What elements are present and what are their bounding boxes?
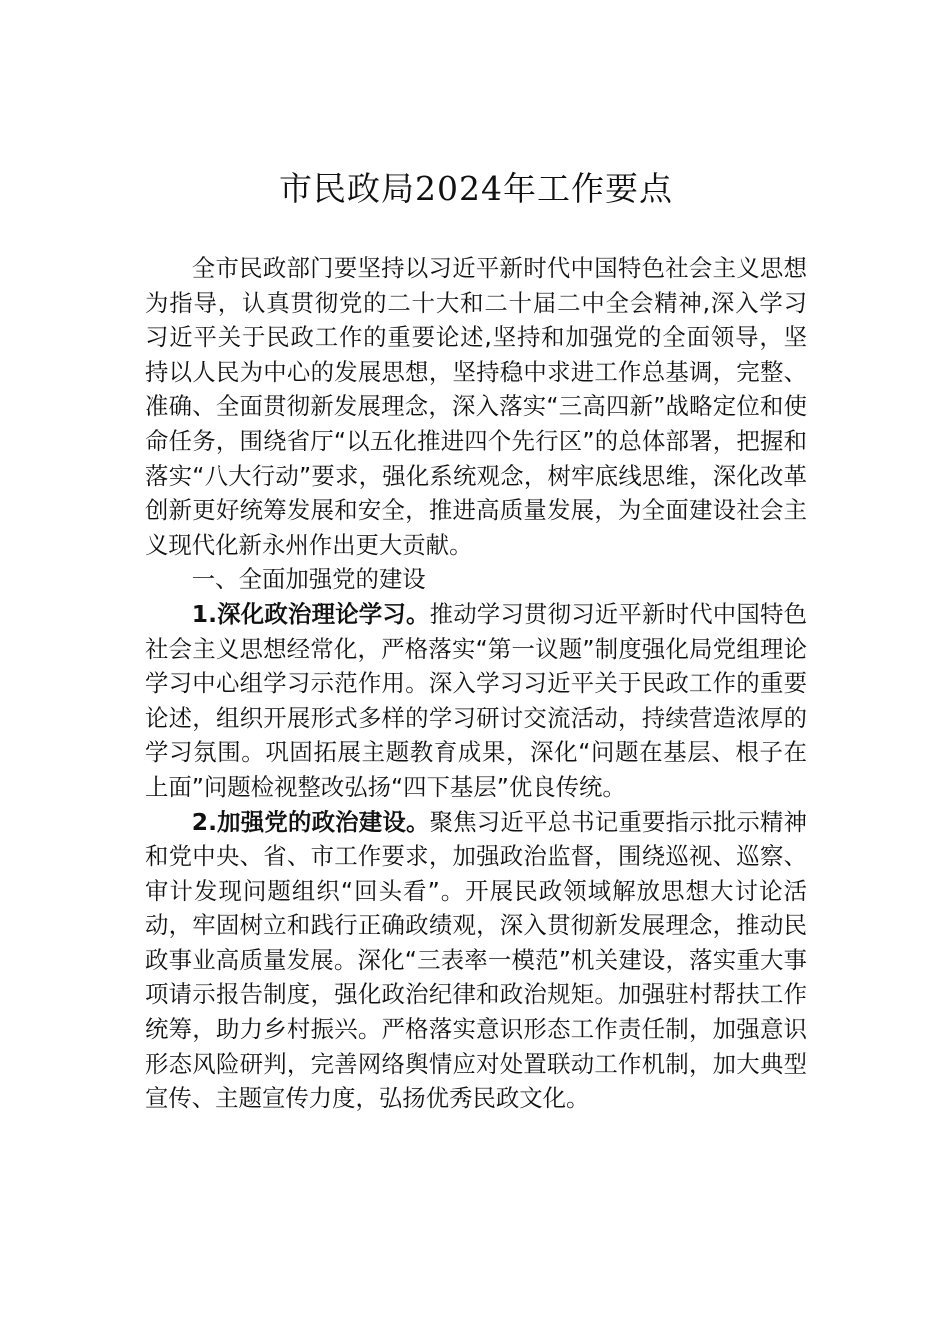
section-heading: 一、全面加强党的建设 (191, 565, 426, 594)
item-paragraph-2 (145, 805, 807, 1116)
item-lead-2: 2.加强党的政治建设。 (191, 807, 430, 836)
item-text-2: 聚焦习近平总书记重要指示批示精神和党中央、省、市工作要求，加强政治监督，围绕巡视、巡察、审计发现问题组织“回头看”。开展民政领域解放思想大讨论活动，牢固树立和践行正确政绩观，深入贯彻新发展理念，推动民政事业高质量发展。深化“三表率一模范”机关建设，落实重大事项请示报告制度，强化政治纪律和政治规矩。加强驻村帮扶工作统筹，助力乡村振兴。严格落实意识形态工作责任制，加强意识形态风险研判，完善网络舆情应对处置联动工作机制，加大典型宣传、主题宣传力度，弘扬优秀民政文化。 (145, 807, 808, 1113)
item-lead-1: 1.深化政治理论学习。 (191, 599, 430, 628)
intro-paragraph: 全市民政部门要坚持以习近平新时代中国特色社会主义思想为指导，认真贯彻党的二十大和二十届二中全会精神,深入学习习近平关于民政工作的重要论述,坚持和加强党的全面领导，坚持以人民为中心的发展思想，坚持稳中求进工作总基调，完整、准确、全面贯彻新发展理念，深入落实“三高四新”战略定位和使命任务，围绕省厅“以五化推进四个先行区”的总体部署，把握和落实“八大行动”要求，强化系统观念，树牢底线思维，深化改革创新更好统筹发展和安全，推进高质量发展，为全面建设社会主义现代化新永州作出更大贡献。 (145, 254, 807, 559)
item-paragraph-1 (145, 597, 807, 805)
document-body (145, 251, 807, 1116)
item-text-1: 推动学习贯彻习近平新时代中国特色社会主义思想经常化，严格落实“第一议题”制度强化局党组理论学习中心组学习示范作用。深入学习习近平关于民政工作的重要论述，组织开展形式多样的学习研讨交流活动，持续营造浓厚的学习氛围。巩固拓展主题教育成果，深化“问题在基层、根子在上面”问题检视整改弘扬“四下基层”优良传统。 (145, 599, 808, 801)
document-page (145, 160, 807, 1116)
document-title: 市民政局2024年工作要点 (279, 169, 673, 208)
